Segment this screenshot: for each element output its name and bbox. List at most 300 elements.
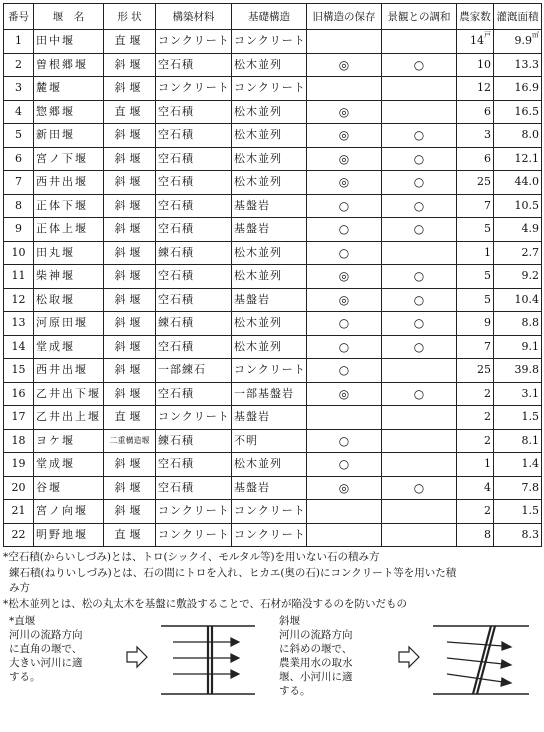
preservation-mark: [307, 53, 382, 77]
weir-name-value: 河原田堰: [36, 316, 88, 330]
note-matsuki: *松木並列とは、松の丸太木を基盤に敷設することで、石材が陥没するのを防いだもの: [3, 597, 408, 610]
construction-material: [156, 335, 232, 359]
weir-name: [34, 100, 104, 124]
weir-shape-value: 直堰: [114, 34, 145, 48]
farm-count: [457, 171, 494, 195]
irrigated-area-value: 44.0: [514, 175, 539, 189]
irrigated-area: [494, 382, 542, 406]
preservation-mark: [307, 523, 382, 547]
note-karaishi: *空石積(からいしづみ)とは、トロ(シックイ、モルタル等)を用いない石の積み方: [3, 551, 380, 563]
straight-weir-text: [9, 614, 83, 684]
table-row: [4, 77, 542, 101]
irrigated-area: [494, 53, 542, 77]
preservation-mark-value: ○: [338, 363, 350, 378]
construction-material: [156, 147, 232, 171]
weir-shape-value: 斜堰: [114, 128, 145, 142]
row-number: [4, 312, 34, 336]
construction-material-value: 空石積: [158, 128, 194, 142]
weir-name: [34, 335, 104, 359]
row-number-value: 22: [11, 527, 26, 541]
weir-shape: [104, 288, 156, 312]
construction-material: [156, 359, 232, 383]
weir-shape: [104, 476, 156, 500]
construction-material: [156, 30, 232, 54]
construction-material-value: 空石積: [158, 198, 194, 212]
weir-shape-value: 直堰: [114, 104, 145, 118]
landscape-harmony-mark-value: ○: [413, 151, 425, 166]
landscape-harmony-mark: [382, 171, 457, 195]
irrigated-area: [494, 429, 542, 453]
row-number-value: 6: [15, 151, 22, 165]
landscape-harmony-mark: [382, 382, 457, 406]
row-number-value: 14: [11, 339, 26, 353]
construction-material: [156, 312, 232, 336]
farm-count: [457, 523, 494, 547]
foundation-structure: [232, 265, 307, 289]
irrigated-area: [494, 171, 542, 195]
preservation-mark-value: ◎: [338, 480, 350, 495]
irrigated-area: [494, 523, 542, 547]
row-number: [4, 382, 34, 406]
table-row: [4, 500, 542, 524]
foundation-structure-value: 松木並列: [234, 151, 282, 165]
table-row: [4, 100, 542, 124]
construction-material: [156, 194, 232, 218]
weir-name: [34, 500, 104, 524]
farm-count-value: 5: [484, 222, 491, 236]
note-neriishi-cont: み方: [9, 582, 30, 594]
construction-material-value: 空石積: [158, 480, 194, 494]
header-material: 構築材料: [156, 4, 232, 30]
construction-material: [156, 241, 232, 265]
straight-weir-line: する。: [9, 671, 41, 683]
preservation-mark: [307, 288, 382, 312]
foundation-structure-value: 基盤岩: [234, 198, 270, 212]
irrigated-area: [494, 476, 542, 500]
foundation-structure: [232, 406, 307, 430]
weir-name-value: 正体下堰: [36, 198, 88, 212]
foundation-structure: [232, 124, 307, 148]
row-number: [4, 476, 34, 500]
preservation-mark-value: ◎: [338, 175, 350, 190]
preservation-mark: [307, 100, 382, 124]
weir-name-value: 宮ノ向堰: [36, 504, 88, 518]
oblique-weir-text: [279, 614, 353, 698]
construction-material-value: 一部練石: [158, 363, 206, 377]
foundation-structure: [232, 476, 307, 500]
foundation-structure-value: 松木並列: [234, 104, 282, 118]
preservation-mark: [307, 194, 382, 218]
irrigated-area: [494, 218, 542, 242]
row-number: [4, 218, 34, 242]
table-row: [4, 382, 542, 406]
construction-material-value: コンクリート: [158, 81, 230, 95]
table-row: [4, 218, 542, 242]
straight-weir-line: 河川の流路方向: [9, 629, 83, 641]
header-number: 番号: [4, 4, 34, 30]
irrigated-area-value: 1.5: [521, 504, 539, 518]
weir-name: [34, 77, 104, 101]
preservation-mark-value: ○: [338, 339, 350, 354]
foundation-structure: [232, 147, 307, 171]
weir-name: [34, 359, 104, 383]
irrigated-area-value: 39.8: [514, 363, 539, 377]
row-number: [4, 171, 34, 195]
weir-shape: [104, 100, 156, 124]
table-row: [4, 265, 542, 289]
weir-name: [34, 288, 104, 312]
construction-material-value: 練石積: [158, 316, 194, 330]
table-row: [4, 171, 542, 195]
weir-name-value: 曽根郷堰: [36, 57, 88, 71]
weir-name-value: 松取堰: [36, 292, 75, 306]
farm-count: [457, 124, 494, 148]
row-number-value: 17: [11, 410, 26, 424]
foundation-structure-value: 松木並列: [234, 457, 282, 471]
landscape-harmony-mark-value: ○: [413, 198, 425, 213]
landscape-harmony-mark-value: ○: [413, 175, 425, 190]
weir-name: [34, 453, 104, 477]
farm-count-value: 6: [484, 151, 491, 165]
landscape-harmony-mark: [382, 124, 457, 148]
weir-shape: [104, 218, 156, 242]
row-number: [4, 335, 34, 359]
foundation-structure: [232, 500, 307, 524]
foundation-structure: [232, 312, 307, 336]
table-body: [4, 30, 542, 547]
irrigated-area-value: 13.3: [514, 57, 539, 71]
weir-name: [34, 53, 104, 77]
landscape-harmony-mark: [382, 359, 457, 383]
construction-material: [156, 265, 232, 289]
table-row: [4, 241, 542, 265]
foundation-structure: [232, 77, 307, 101]
weir-name-value: 惣郷堰: [36, 104, 75, 118]
weir-name: [34, 171, 104, 195]
weir-name-value: 乙井出上堰: [36, 410, 101, 424]
flow-arrows-icon: [447, 642, 511, 686]
footnotes: [3, 550, 541, 612]
irrigated-area: [494, 265, 542, 289]
header-area: 灌漑面積: [494, 4, 542, 30]
weir-shape: [104, 406, 156, 430]
farm-count-value: 5: [484, 292, 491, 306]
table-row: [4, 30, 542, 54]
weir-shape-value: 斜堰: [114, 316, 145, 330]
row-number-value: 19: [11, 457, 26, 471]
weir-shape: [104, 77, 156, 101]
oblique-weir-line: する。: [279, 685, 311, 697]
landscape-harmony-mark: [382, 453, 457, 477]
weir-shape: [104, 30, 156, 54]
weir-name: [34, 194, 104, 218]
weir-shape-value: 斜堰: [114, 57, 145, 71]
weir-name-value: 柴神堰: [36, 269, 75, 283]
irrigated-area-value: 3.1: [521, 386, 539, 400]
irrigated-area-value: 16.9: [514, 81, 539, 95]
weir-shape-value: 斜堰: [114, 339, 145, 353]
straight-weir-line-icon: [208, 626, 212, 694]
weir-name: [34, 523, 104, 547]
preservation-mark-value: ○: [338, 222, 350, 237]
foundation-structure: [232, 100, 307, 124]
farm-count: [457, 359, 494, 383]
landscape-harmony-mark-value: ○: [413, 316, 425, 331]
irrigated-area: [494, 124, 542, 148]
oblique-weir-title: 斜堰: [279, 615, 300, 627]
table-row: [4, 359, 542, 383]
foundation-structure-value: 基盤岩: [234, 222, 270, 236]
preservation-mark-value: ◎: [338, 151, 350, 166]
irrigated-area: [494, 77, 542, 101]
construction-material-value: 練石積: [158, 245, 194, 259]
header-foundation: 基礎構造: [232, 4, 307, 30]
foundation-structure: [232, 359, 307, 383]
construction-material: [156, 500, 232, 524]
irrigated-area: [494, 500, 542, 524]
preservation-mark-value: ◎: [338, 386, 350, 401]
landscape-harmony-mark: [382, 194, 457, 218]
construction-material: [156, 77, 232, 101]
weir-shape: [104, 53, 156, 77]
construction-material-value: 空石積: [158, 104, 194, 118]
farm-count-value: 2: [484, 504, 491, 518]
table-header-row: [4, 4, 542, 30]
row-number: [4, 241, 34, 265]
table-row: [4, 406, 542, 430]
row-number-value: 16: [11, 386, 26, 400]
construction-material: [156, 53, 232, 77]
weir-shape: [104, 147, 156, 171]
weir-shape-value: 直堰: [114, 527, 145, 541]
table-row: [4, 429, 542, 453]
table-row: [4, 288, 542, 312]
farm-count: [457, 312, 494, 336]
preservation-mark: [307, 124, 382, 148]
row-number-value: 18: [11, 433, 26, 447]
header-shape: 形 状: [104, 4, 156, 30]
straight-weir-diagram: [123, 620, 263, 700]
weir-name-value: 正体上堰: [36, 222, 88, 236]
oblique-weir-line: 堰、小河川に適: [279, 671, 353, 683]
construction-material: [156, 124, 232, 148]
irrigated-area-value: 2.7: [521, 245, 539, 259]
farm-count-value: 7: [484, 339, 491, 353]
preservation-mark-value: ◎: [338, 128, 350, 143]
table-row: [4, 194, 542, 218]
foundation-structure: [232, 171, 307, 195]
weir-name-value: 西井出堰: [36, 363, 88, 377]
farm-count: [457, 218, 494, 242]
weir-name: [34, 476, 104, 500]
weir-shape-value: 斜堰: [114, 504, 145, 518]
landscape-harmony-mark-value: ○: [413, 292, 425, 307]
irrigated-area: [494, 312, 542, 336]
foundation-structure-value: 松木並列: [234, 269, 282, 283]
weir-shape: [104, 453, 156, 477]
weir-shape: [104, 241, 156, 265]
weir-shape-value: 斜堰: [114, 151, 145, 165]
header-name: 堰 名: [34, 4, 104, 30]
foundation-structure-value: 基盤岩: [234, 410, 270, 424]
foundation-structure-value: コンクリート: [234, 363, 306, 377]
row-number: [4, 453, 34, 477]
weir-name-value: 田中堰: [36, 34, 75, 48]
row-number: [4, 523, 34, 547]
foundation-structure-value: 松木並列: [234, 339, 282, 353]
weir-shape-value: 斜堰: [114, 245, 145, 259]
weir-name-value: 堂成堰: [36, 457, 75, 471]
irrigated-area-value: 10.5: [514, 198, 539, 212]
irrigated-area-value: 8.0: [521, 128, 539, 142]
landscape-harmony-mark: [382, 77, 457, 101]
weir-shape: [104, 382, 156, 406]
row-number-value: 15: [11, 363, 26, 377]
row-number-value: 20: [11, 480, 26, 494]
landscape-harmony-mark: [382, 523, 457, 547]
weir-name-value: ヨケ堰: [36, 433, 75, 447]
preservation-mark: [307, 359, 382, 383]
weir-name: [34, 406, 104, 430]
foundation-structure: [232, 53, 307, 77]
irrigated-area-value: 4.9: [521, 222, 539, 236]
row-number: [4, 429, 34, 453]
landscape-harmony-mark-value: ○: [413, 269, 425, 284]
weir-name-value: 堂成堰: [36, 339, 75, 353]
foundation-structure: [232, 335, 307, 359]
farm-count: [457, 288, 494, 312]
oblique-weir-diagram: [395, 620, 535, 700]
table-row: [4, 523, 542, 547]
irrigated-area-value: 1.5: [521, 410, 539, 424]
row-number-value: 3: [15, 81, 22, 95]
foundation-structure-value: 松木並列: [234, 245, 282, 259]
foundation-structure-value: 基盤岩: [234, 292, 270, 306]
farm-count: [457, 429, 494, 453]
farm-count-value: 4: [484, 480, 491, 494]
weir-shape-value: 直堰: [114, 410, 145, 424]
weir-shape-value: 斜堰: [114, 363, 145, 377]
irrigated-area-value: 10.4: [514, 292, 539, 306]
straight-weir-line: に直角の堰で、: [9, 643, 83, 655]
farm-count: [457, 382, 494, 406]
landscape-harmony-mark-value: ○: [413, 57, 425, 72]
weir-shape-value: 斜堰: [114, 198, 145, 212]
preservation-mark: [307, 30, 382, 54]
weir-shape-value: 斜堰: [114, 222, 145, 236]
irrigated-area: [494, 406, 542, 430]
construction-material: [156, 476, 232, 500]
weir-name-value: 麓堰: [36, 81, 62, 95]
construction-material: [156, 100, 232, 124]
farm-count: [457, 147, 494, 171]
oblique-weir-line: 農業用水の取水: [279, 657, 353, 669]
weir-name: [34, 429, 104, 453]
preservation-mark-value: ○: [338, 245, 350, 260]
preservation-mark: [307, 218, 382, 242]
preservation-mark: [307, 476, 382, 500]
irrigated-area-value: 9.2: [521, 269, 539, 283]
row-number-value: 12: [11, 292, 26, 306]
foundation-structure-value: 不明: [234, 433, 258, 447]
construction-material-value: 空石積: [158, 222, 194, 236]
foundation-structure-value: コンクリート: [234, 81, 306, 95]
row-number: [4, 100, 34, 124]
preservation-mark-value: ◎: [338, 269, 350, 284]
preservation-mark-value: ○: [338, 198, 350, 213]
irrigated-area: [494, 147, 542, 171]
farm-count-value: 8: [484, 527, 491, 541]
row-number: [4, 359, 34, 383]
foundation-structure-value: 松木並列: [234, 57, 282, 71]
row-number-value: 10: [11, 245, 26, 259]
landscape-harmony-mark: [382, 429, 457, 453]
irrigated-area-value: 8.3: [521, 527, 539, 541]
row-number: [4, 147, 34, 171]
weir-shape: [104, 312, 156, 336]
construction-material: [156, 406, 232, 430]
farm-count-value: 5: [484, 269, 491, 283]
flow-direction-icon: [399, 647, 419, 667]
preservation-mark-value: ○: [338, 316, 350, 331]
weir-name-value: 谷堰: [36, 480, 62, 494]
row-number-value: 21: [11, 504, 26, 518]
farm-count-value: 2: [484, 386, 491, 400]
weir-name-value: 西井出堰: [36, 175, 88, 189]
row-number-value: 7: [15, 175, 22, 189]
construction-material-value: コンクリート: [158, 34, 230, 48]
landscape-harmony-mark-value: ○: [413, 222, 425, 237]
farm-count: [457, 30, 494, 54]
farm-count: [457, 500, 494, 524]
weir-shape-value: 斜堰: [114, 386, 145, 400]
weir-name: [34, 124, 104, 148]
note-neriishi: 練石積(ねりいしづみ)とは、石の間にトロを入れ、ヒカエ(奥の石)にコンクリート等を用いた積: [9, 566, 457, 579]
flow-direction-icon: [127, 647, 147, 667]
straight-weir-line: 大きい河川に適: [9, 657, 83, 669]
weir-shape: [104, 359, 156, 383]
preservation-mark: [307, 265, 382, 289]
weir-name: [34, 218, 104, 242]
landscape-harmony-mark-value: ○: [413, 386, 425, 401]
landscape-harmony-mark: [382, 335, 457, 359]
table-row: [4, 147, 542, 171]
foundation-structure: [232, 30, 307, 54]
foundation-structure-value: 一部基盤岩: [234, 386, 294, 400]
weir-document: [3, 3, 541, 732]
row-number: [4, 30, 34, 54]
foundation-structure-value: 基盤岩: [234, 480, 270, 494]
row-number-value: 9: [15, 222, 22, 236]
weir-name: [34, 241, 104, 265]
irrigated-area: [494, 194, 542, 218]
weir-diagrams: [3, 612, 541, 732]
weir-name: [34, 30, 104, 54]
landscape-harmony-mark-value: ○: [413, 128, 425, 143]
landscape-harmony-mark: [382, 100, 457, 124]
weir-shape-value: 斜堰: [114, 480, 145, 494]
row-number: [4, 265, 34, 289]
weir-name-value: 乙井出下堰: [36, 386, 101, 400]
row-number-value: 8: [15, 198, 22, 212]
weir-name-value: 明野地堰: [36, 527, 88, 541]
weir-name-value: 新田堰: [36, 128, 75, 142]
landscape-harmony-mark: [382, 312, 457, 336]
foundation-structure: [232, 429, 307, 453]
irrigated-area: [494, 288, 542, 312]
weir-shape: [104, 194, 156, 218]
construction-material: [156, 429, 232, 453]
